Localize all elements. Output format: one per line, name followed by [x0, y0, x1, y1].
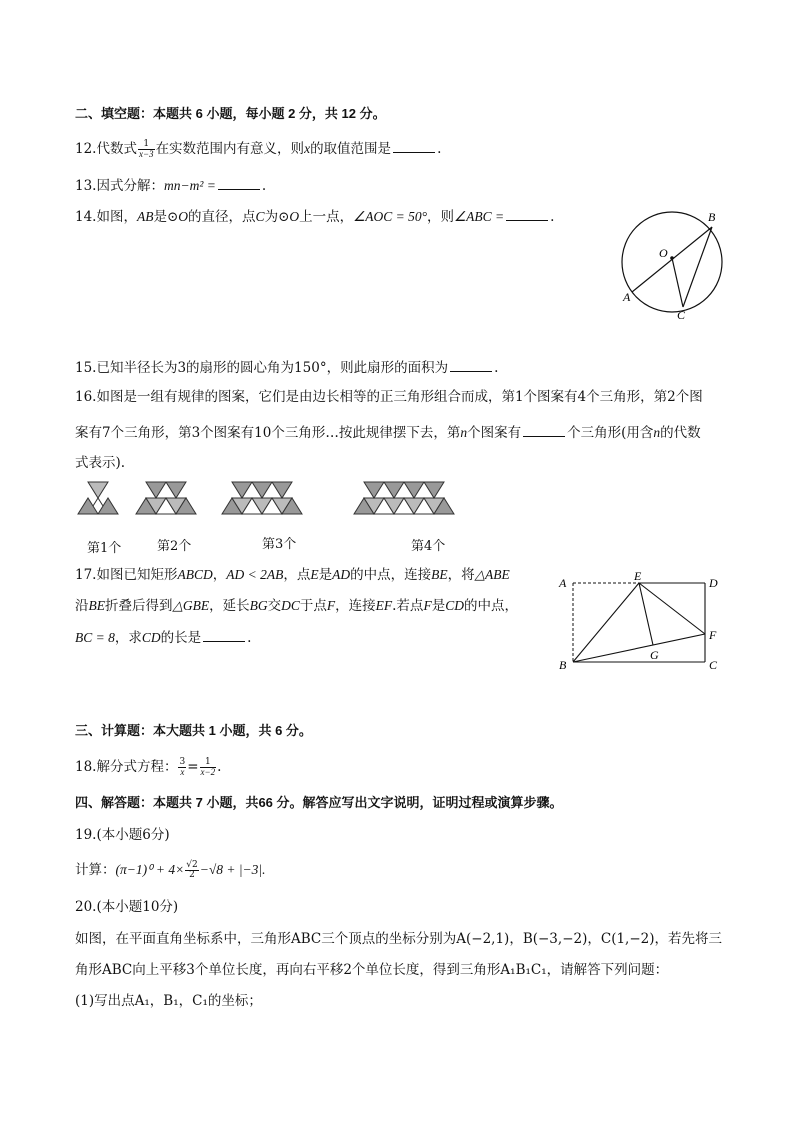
- q17-l3b: ，求: [114, 630, 142, 646]
- q18-eq: =: [187, 759, 199, 775]
- q17-answer-blank[interactable]: [203, 627, 245, 642]
- label-d: D: [709, 576, 718, 590]
- caption-pattern-4: 第4个: [411, 539, 446, 554]
- q13-answer-blank[interactable]: [218, 175, 260, 190]
- pattern-4: [354, 482, 454, 514]
- q16-triangle-patterns: [70, 478, 510, 528]
- q18-frac-2: [200, 758, 217, 777]
- q17-bc: BC = 8: [75, 630, 115, 645]
- circle-symbol: ⊙: [278, 209, 290, 225]
- question-18: [75, 757, 221, 777]
- q16-n: n: [460, 425, 468, 440]
- q15-end: .: [494, 360, 499, 376]
- q17-be2: BE: [88, 598, 105, 613]
- q12-post: 的取值范围是: [310, 141, 392, 157]
- q18-frac-1: [178, 758, 186, 777]
- q17-l2h: 是: [431, 598, 446, 614]
- q12-numerator: 1: [138, 140, 155, 150]
- q17-l2f: ，连接: [335, 598, 376, 614]
- q15-answer-blank[interactable]: [450, 357, 492, 372]
- q17-l1d: 是: [318, 567, 333, 583]
- circle-symbol: ⊙: [166, 209, 179, 225]
- q17-l1c: ，点: [283, 567, 311, 583]
- q14-ab: AB: [136, 209, 154, 224]
- q17-tri: △ABE: [474, 567, 510, 582]
- q14-o: O: [178, 209, 189, 224]
- q17-ef: EF: [375, 598, 393, 613]
- q18-end: .: [217, 759, 222, 775]
- q18-prefix: 18.解分式方程：: [75, 759, 178, 775]
- q17-l2i: 的中点，: [463, 598, 518, 614]
- q17-ad: AD: [332, 567, 351, 582]
- label-a: A: [559, 576, 567, 590]
- caption-pattern-2: 第2个: [157, 539, 192, 554]
- q13-prefix: 13.因式分解：: [75, 178, 164, 194]
- question-20-title: 20.(本小题10分): [75, 899, 179, 915]
- section-fill-blank-heading: 二、填空题：本题共 6 小题，每小题 2 分，共 12 分。: [75, 106, 386, 121]
- center-point: [670, 256, 674, 260]
- question-17-line-3: [75, 627, 251, 648]
- q14-t3: 为: [264, 209, 279, 225]
- q17-e: E: [310, 567, 319, 582]
- q16-l2d: 的代数: [660, 425, 701, 441]
- label-b: B: [559, 658, 567, 672]
- q18-num-2: 1: [200, 758, 217, 768]
- question-19-title: 19.(本小题6分): [75, 827, 170, 843]
- caption-pattern-3: 第3个: [262, 537, 297, 552]
- label-g: G: [650, 648, 659, 662]
- q17-rectangle-figure: [555, 568, 730, 674]
- q16-l2c: 个三角形(用含: [567, 425, 654, 441]
- q12-fraction: [138, 140, 155, 159]
- q14-circle-figure: [615, 205, 730, 323]
- q14-t5: ，则: [427, 209, 454, 225]
- q17-be: BE: [431, 567, 448, 582]
- q18-num-1: 3: [179, 757, 186, 767]
- q17-l2b: 折叠后得到: [105, 598, 173, 614]
- q17-l2d: 交: [267, 598, 282, 614]
- q14-t4: 上一点，: [299, 209, 354, 225]
- label-e: E: [634, 569, 642, 583]
- label-a: A: [623, 290, 631, 304]
- q14-answer-blank[interactable]: [506, 206, 548, 221]
- q17-end: .: [247, 630, 252, 646]
- q18-den-2: x−2: [200, 767, 216, 777]
- q14-c: C: [255, 209, 265, 224]
- q14-o2: O: [289, 209, 300, 224]
- q12-variable: x: [304, 141, 311, 156]
- label-c: C: [677, 308, 686, 322]
- q12-prefix: 12.代数式: [75, 141, 137, 157]
- pattern-1: [78, 482, 118, 514]
- question-16-line-3: 式表示).: [75, 455, 126, 471]
- question-16-line-2: [75, 422, 701, 443]
- q14-angle: ∠AOC = 50°: [353, 209, 427, 224]
- question-14: [75, 206, 554, 227]
- q19-rest: −√8 + |−3|.: [199, 862, 266, 877]
- label-o: O: [659, 246, 668, 260]
- question-12: [75, 138, 441, 159]
- q17-l3c: 的长是: [160, 630, 202, 646]
- q12-denominator: x−3: [138, 149, 154, 159]
- q14-t2: 的直径，点: [188, 209, 256, 225]
- question-20-line-2: 角形ABC向上平移3个单位长度，再向右平移2个单位长度，得到三角形A₁B₁C₁，请解答下列问题：: [75, 962, 669, 978]
- q19-prefix: 计算：: [75, 862, 116, 878]
- circle-o: [622, 212, 722, 312]
- question-15: [75, 357, 498, 378]
- label-c: C: [709, 658, 718, 672]
- pattern-2: [136, 482, 196, 514]
- q17-bg: BG: [249, 598, 268, 613]
- question-13: [75, 175, 266, 196]
- q16-l2a: 案有7个三角形，第3个图案有10个三角形…按此规律摆下去，第: [75, 425, 461, 441]
- q19-fraction: [185, 861, 198, 880]
- q19-expr: (π−1)⁰ + 4×: [115, 862, 185, 877]
- label-b: B: [708, 210, 716, 224]
- q16-l2b: 个图案有: [467, 425, 522, 441]
- q15-text: 15.已知半径长为3的扇形的圆心角为150°，则此扇形的面积为: [75, 360, 449, 376]
- q17-l1a: 17.如图已知矩形: [75, 567, 178, 583]
- q17-l2e: 于点: [299, 598, 327, 614]
- q13-expression: mn−m² =: [163, 178, 216, 193]
- q13-end: .: [261, 178, 267, 194]
- segment-oc: [672, 258, 683, 307]
- q17-dc: DC: [281, 598, 300, 613]
- question-17-line-1: [75, 565, 510, 585]
- q17-f: F: [326, 598, 336, 613]
- question-17-line-2: [75, 596, 518, 616]
- q14-prefix: 14.如图，: [75, 209, 137, 225]
- question-20-line-3: (1)写出点A₁，B₁，C₁的坐标；: [75, 993, 262, 1009]
- question-19-body: [75, 860, 266, 880]
- q17-l2a: 沿: [75, 598, 89, 614]
- q12-end: .: [437, 141, 442, 157]
- q17-cd2: CD: [141, 630, 161, 645]
- q17-l2g: .若点: [392, 598, 424, 614]
- q19-denominator: 2: [189, 870, 195, 880]
- q12-middle: 在实数范围内有意义，则: [155, 141, 305, 157]
- q17-f2: F: [423, 598, 432, 613]
- q17-tri2: △GBE: [172, 598, 210, 613]
- q14-t1: 是: [153, 209, 167, 225]
- question-20-line-1: 如图，在平面直角坐标系中，三角形ABC三个顶点的坐标分别为A(−2,1)，B(−3,−2)，C(1,−2)，若先将三: [75, 931, 723, 947]
- q19-numerator: √2: [186, 860, 198, 870]
- q17-cond: AD < 2AB: [226, 567, 284, 582]
- q12-answer-blank[interactable]: [393, 138, 435, 153]
- q17-cd: CD: [445, 598, 464, 613]
- question-16-line-1: 16.如图是一组有规律的图案，它们是由边长相等的正三角形组合而成，第1个图案有4个三角形，第2个图: [75, 389, 703, 405]
- q14-end: .: [550, 209, 555, 225]
- label-f: F: [709, 628, 717, 642]
- q14-ask: ∠ABC =: [454, 209, 505, 224]
- q17-abcd: ABCD: [177, 567, 213, 582]
- q17-l1e: 的中点，连接: [350, 567, 432, 583]
- q17-l1b: ，: [212, 567, 227, 583]
- caption-pattern-1: 第1个: [87, 541, 122, 556]
- q18-den-1: x: [180, 767, 185, 777]
- pattern-3: [222, 482, 302, 514]
- section-calc-heading: 三、计算题：本大题共 1 小题，共 6 分。: [75, 723, 312, 738]
- q16-n2: n: [653, 425, 661, 440]
- section-solve-heading: 四、解答题：本题共 7 小题，共66 分。解答应写出文字说明，证明过程或演算步骤。: [75, 795, 563, 810]
- q16-answer-blank[interactable]: [523, 422, 565, 437]
- q17-l2c: ，延长: [209, 598, 250, 614]
- q17-l1f: ，将: [447, 567, 475, 583]
